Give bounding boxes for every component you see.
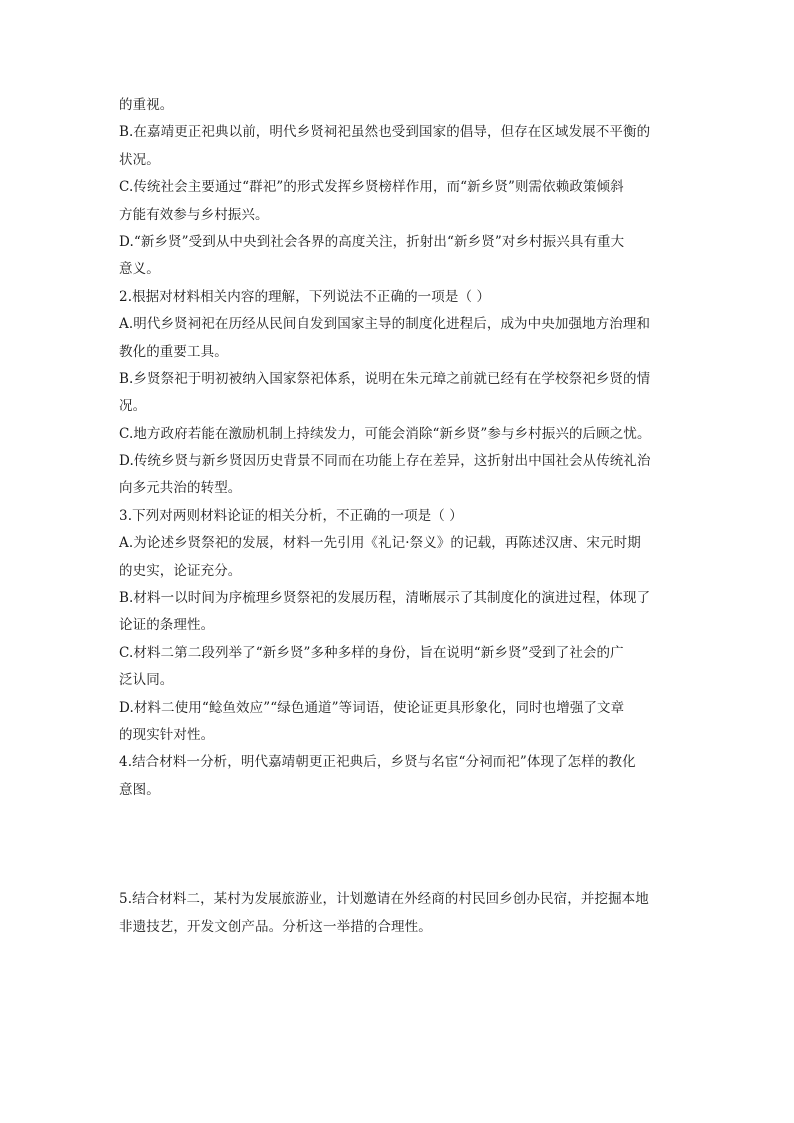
text-line: 意图。 [119,781,160,798]
option-c-line: C.传统社会主要通过“群祀”的形式发挥乡贤榜样作用，而“新乡贤”则需依赖政策倾斜 [119,179,624,196]
option-b-line: B.乡贤祭祀于明初被纳入国家祭祀体系，说明在朱元璋之前就已经有在学校祭祀乡贤的情 [119,370,651,387]
option-a-line: A.明代乡贤祠祀在历经从民间自发到国家主导的制度化进程后，成为中央加强地方治理和 [119,316,651,333]
option-d-line: D.传统乡贤与新乡贤因历史背景不同而在功能上存在差异，这折射出中国社会从传统礼治 [119,453,651,470]
option-c-line: C.地方政府若能在激励机制上持续发力，可能会消除“新乡贤”参与乡村振兴的后顾之忧。 [119,425,651,442]
text-line: 非遗技艺，开发文创产品。分析这一举措的合理性。 [119,918,432,935]
text-line: 况。 [119,398,147,415]
option-d-line: D.“新乡贤”受到从中央到社会各界的高度关注，折射出“新乡贤”对乡村振兴具有重大 [119,233,625,250]
answer-space [119,804,684,886]
question-3 [119,503,684,750]
question-3-stem: 3.下列对两则材料论证的相关分析，不正确的一项是（ ） [119,507,463,524]
text-line: 的现实针对性。 [119,726,215,743]
option-a-line: A.为论述乡贤祭祀的发展，材料一先引用《礼记·祭义》的记载，再陈述汉唐、宋元时期 [119,535,641,552]
text-line: 的史实，论证充分。 [119,562,242,579]
option-b-line: B.在嘉靖更正祀典以前，明代乡贤祠祀虽然也受到国家的倡导，但存在区域发展不平衡的 [119,124,651,141]
option-c-line: C.材料二第二段列举了“新乡贤”多种多样的身份，旨在说明“新乡贤”受到了社会的广 [119,644,624,661]
option-b-line: B.材料一以时间为序梳理乡贤祭祀的发展历程，清晰展示了其制度化的演进过程，体现了 [119,590,651,607]
text-line: 泛认同。 [119,672,174,689]
text-line: 的重视。 [119,97,174,113]
document-page [119,92,684,941]
question-4-stem: 4.结合材料一分析，明代嘉靖朝更正祀典后，乡贤与名宦“分祠而祀”体现了怎样的教化 [119,754,636,771]
option-d-line: D.材料二使用“鲶鱼效应”“绿色通道”等词语，使论证更具形象化，同时也增强了文章 [119,699,625,716]
question-5-stem: 5.结合材料二，某村为发展旅游业，计划邀请在外经商的村民回乡创办民宿，并挖掘本地 [119,891,649,908]
text-line: 向多元共治的转型。 [119,480,242,497]
question-5 [119,886,684,941]
question-4 [119,749,684,804]
question-2 [119,284,684,503]
text-line: 方能有效参与乡村振兴。 [119,206,269,223]
text-line: 教化的重要工具。 [119,343,228,360]
text-line: 论证的条理性。 [119,617,215,634]
text-line: 意义。 [119,261,160,278]
question-1-options-tail [119,92,684,284]
text-line: 状况。 [119,151,160,168]
question-2-stem: 2.根据对材料相关内容的理解，下列说法不正确的一项是（ ） [119,288,491,305]
